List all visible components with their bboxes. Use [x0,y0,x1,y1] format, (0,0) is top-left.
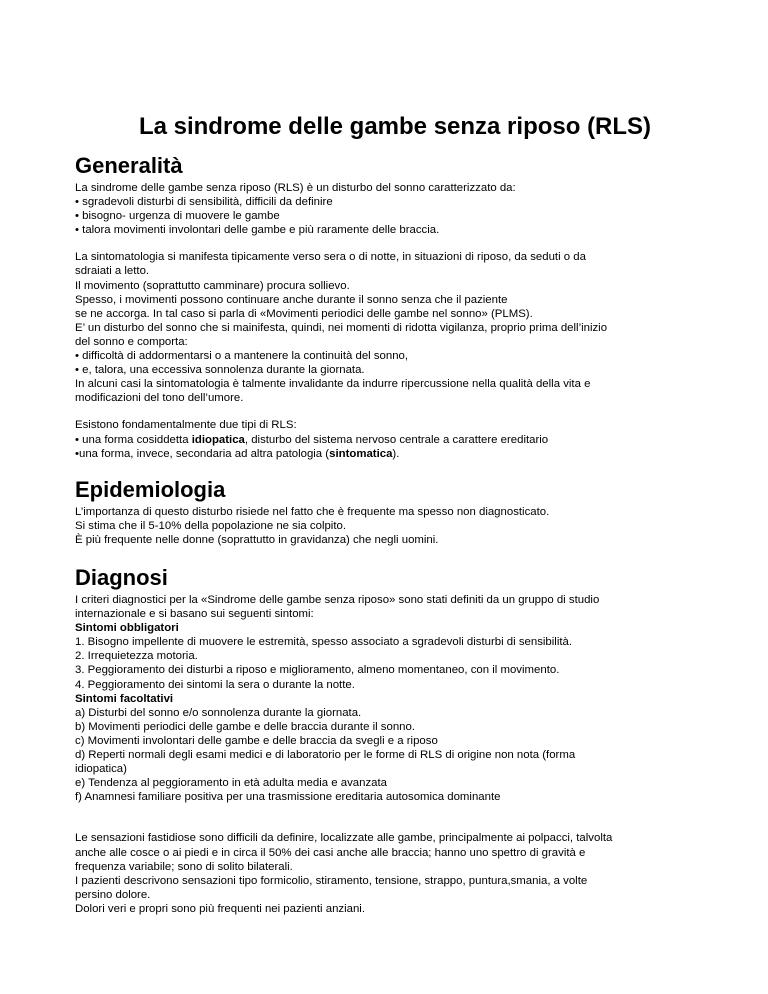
section-diagnosi [75,565,715,916]
text-line: Spesso, i movimenti possono continuare anche durante il sonno senza che il paziente [75,293,508,306]
subheading-mandatory [75,621,715,635]
text-line: Dolori veri e propri sono più frequenti nei pazienti anziani. [75,902,365,915]
text-line: • bisogno- urgenza di muovere le gambe [75,210,280,223]
list-item: idiopatica) [75,763,127,776]
text-line: Si stima che il 5-10% della popolazione ne sia colpito. [75,520,347,533]
text-line: sdraiati a letto. [75,265,150,278]
list-item: e) Tendenza al peggioramento in età adulta media e avanzata [75,777,387,790]
text-line: Le sensazioni fastidiose sono difficili da definire, localizzate alle gambe, principalmente ai polpacci, talvolta [75,832,613,845]
text-line: • difficoltà di addormentarsi o a mantenere la continuità del sonno, [75,350,409,363]
subheading-optional [75,692,715,706]
section-heading: Diagnosi [75,565,168,590]
document-title: La sindrome delle gambe senza riposo (RLS) [138,113,652,140]
list-item: 4. Peggioramento dei sintomi la sera o durante la notte. [75,678,355,691]
text-line: modificazioni del tono dell’umore. [75,392,244,405]
list-item: 1. Bisogno impellente di muovere le estremità, spesso associato a sgradevoli disturbi di sensibilità. [75,636,573,649]
text-span: •una forma, invece, secondaria ad altra patologia ( [75,447,330,460]
rls-type-symptomatic [75,447,715,461]
section-heading: Epidemiologia [75,477,226,502]
text-line: frequenza variabile; sono di solito bilaterali. [75,860,293,873]
text-line: E’ un disturbo del sonno che si mainifesta, quindi, nei momenti di ridotta vigilanza, proprio prima dell’inizio [75,321,608,334]
list-item: c) Movimenti involontari delle gambe e delle braccia da svegli e a riposo [75,734,438,747]
text-line: se ne accorga. In tal caso si parla di «Movimenti periodici delle gambe nel sonno» (PLMS). [75,307,533,320]
section-epidemiologia [75,477,715,547]
text-span: ). [392,447,400,460]
text-line: È più frequente nelle donne (soprattutto in gravidanza) che negli uomini. [75,534,439,547]
text-line: La sintomatologia si manifesta tipicamente verso sera o di notte, in situazioni di riposo, da seduti o da [75,251,586,264]
section-generalita [75,153,715,461]
bold-term-sintomatica: sintomatica [329,447,393,460]
text-line: Il movimento (soprattutto camminare) procura sollievo. [75,279,350,292]
text-line: I criteri diagnostici per la «Sindrome delle gambe senza riposo» sono stati definiti da un gruppo di studio [75,594,600,606]
section-heading: Generalità [75,153,183,178]
list-item: a) Disturbi del sonno e/o sonnolenza durante la giornata. [75,706,362,719]
text-line: I pazienti descrivono sensazioni tipo formicolio, stiramento, tensione, strappo, puntura,smania, a volte [75,874,588,887]
text-line: anche alle cosce o ai piedi e in circa il 50% dei casi anche alle braccia; hanno uno spettro di gravità e [75,846,586,859]
text-line: In alcuni casi la sintomatologia è talmente invalidante da indurre ripercussione nella qualità della vita e [75,378,591,391]
text-span: • una forma cosiddetta [75,433,192,446]
text-line: persino dolore. [75,888,151,901]
text-span: , disturbo del sistema nervoso centrale a carattere ereditario [244,433,549,446]
list-item: 2. Irrequietezza motoria. [75,650,198,663]
text-line: La sindrome delle gambe senza riposo (RLS) è un disturbo del sonno caratterizzato da: [75,182,516,194]
list-item: f) Anamnesi familiare positiva per una trasmissione ereditaria autosomica dominante [75,791,501,804]
rls-type-idiopathic [75,433,715,447]
text-line: L’importanza di questo disturbo risiede nel fatto che è frequente ma spesso non diagnosticato. [75,506,550,518]
bold-term-idiopatica: idiopatica [191,433,245,446]
text-line: • talora movimenti involontari delle gambe e più raramente delle braccia. [75,224,440,237]
subheading-text: Sintomi obbligatori [75,622,179,635]
text-line: internazionale e si basano sui seguenti sintomi: [75,608,314,621]
list-item: d) Reperti normali degli esami medici e di laboratorio per le forme di RLS di origine non nota (forma [75,749,576,762]
subheading-text: Sintomi facoltativi [75,692,174,705]
list-item: 3. Peggioramento dei disturbi a riposo e miglioramento, almeno momentaneo, con il movimento. [75,664,560,677]
text-line: del sonno e comporta: [75,335,188,348]
text-line: • sgradevoli disturbi di sensibilità, difficili da definire [75,196,333,209]
text-line: Esistono fondamentalmente due tipi di RLS: [75,419,297,432]
list-item: b) Movimenti periodici delle gambe e delle braccia durante il sonno. [75,720,416,733]
text-line: • e, talora, una eccessiva sonnolenza durante la giornata. [75,364,365,377]
